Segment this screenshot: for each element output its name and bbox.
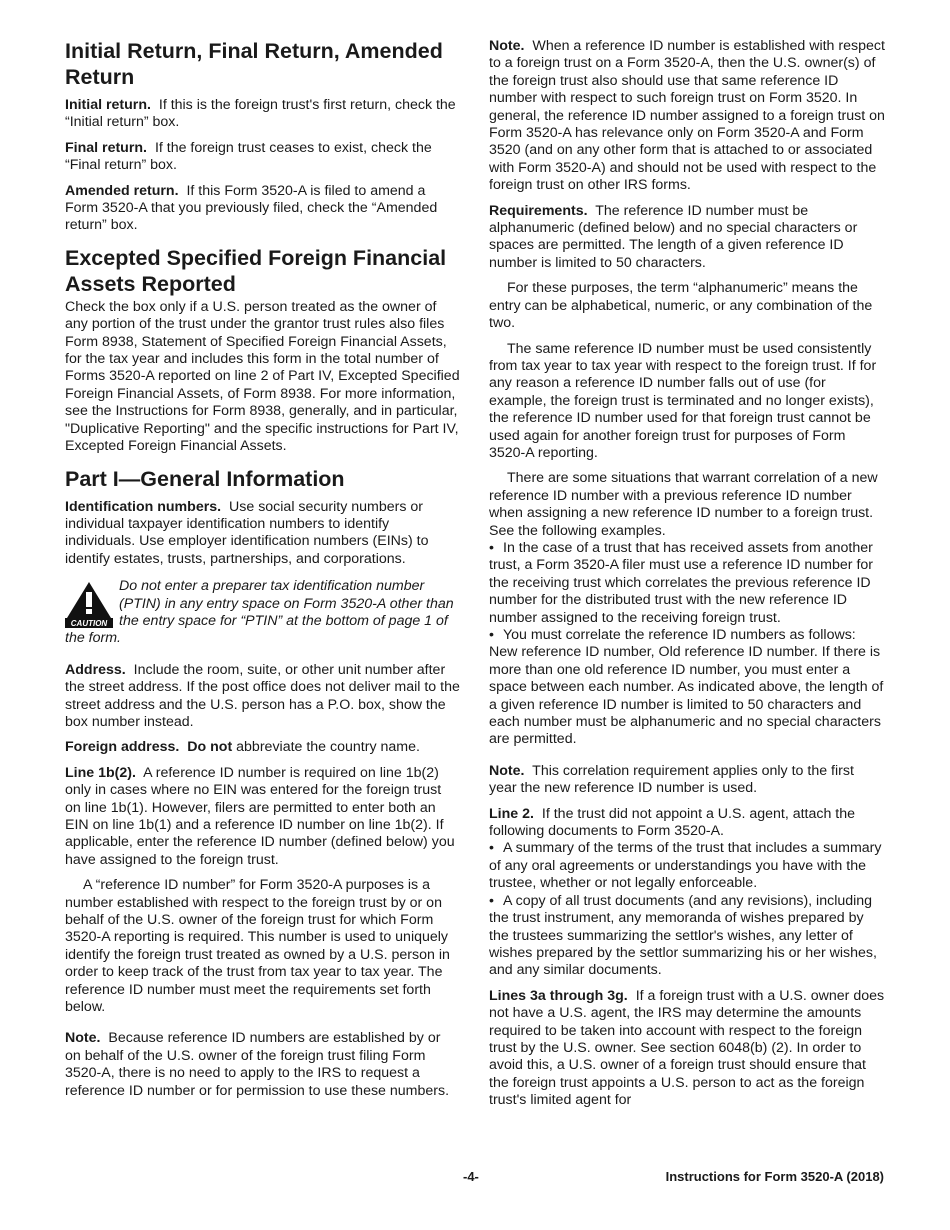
heading-part1: Part I—General Information	[65, 466, 345, 491]
text-amended-return: If this Form 3520-A is filed to amend a Form 3520-A that you previously filed, check the “Amended return” box.	[65, 182, 438, 234]
para-foreign-address	[65, 739, 460, 756]
list-item: • A summary of the terms of the trust that includes a summary of any oral agreements or understandings you have with the trustee, whether or not legally enforceable.	[489, 840, 882, 892]
list-item: • A copy of all trust documents (and any revisions), including the trust instrument, any memoranda of wishes prepared by the trustees summarizing the settlor's wishes, any letter of wishes prepared by the settlor summarizing his or her wishes, and any similar documents.	[489, 892, 877, 979]
text-note-2: When a reference ID number is established with respect to a foreign trust on a Form 3520-A, then the U.S. owner(s) of the foreign trust also should use that same reference ID number with respect to such foreign trust on Form 3520. In general, the reference ID number assigned to a foreign trust on Form 3520-A has relevance only on Form 3520-A and Form 3520 (and on any other form that is attached to or associated with Form 3520-A) and should not be used with respect to the foreign trust on other IRS forms.	[489, 38, 885, 194]
para-same-reference: The same reference ID number must be used consistently from tax year to tax year with respect to the foreign trust. If for any reason a reference ID number falls out of use (for example, the foreign trust is terminated and no longer exists), the reference ID number used for that foreign trust cannot be used again for another foreign trust for purposes of Form 3520-A reporting.	[489, 340, 877, 461]
bullet-text: A summary of the terms of the trust that includes a summary of any oral agreements or understandings you have with the trustee, whether or not legally enforceable.	[489, 840, 882, 892]
text-requirements: The reference ID number must be alphanumeric (defined below) and no special characters or spaces are permitted. The length of a given reference ID number is limited to 50 characters.	[489, 202, 858, 271]
lead-initial-return: Initial return.	[65, 97, 151, 113]
para-alphanumeric: For these purposes, the term “alphanumeric” means the entry can be alphabetical, numeric, or any combination of the two.	[489, 280, 873, 332]
caution-text: Do not enter a preparer tax identification number (PTIN) in any entry space on Form 3520-A other than the entry space for “PTIN” at the bottom of page 1 of the form.	[65, 578, 454, 647]
caution-note	[65, 578, 460, 648]
heading-initial-final-amended: Initial Return, Final Return, Amended Return	[65, 39, 443, 89]
lead-amended-return: Amended return.	[65, 182, 179, 199]
lead-requirements: Requirements.	[489, 202, 588, 219]
text-note-3: This correlation requirement applies only to the first year the new reference ID number is used.	[489, 762, 854, 797]
para-address	[65, 662, 460, 732]
lead-lines-3a-3g: Lines 3a through 3g.	[489, 987, 628, 1004]
text-identification-numbers: Use social security numbers or individual taxpayer identification numbers to identify individuals. Use employer identification numbers (EINs) to identify estates, trusts, partnerships, and corporations.	[65, 498, 429, 567]
bold-do-not: Do not	[187, 739, 233, 756]
text-address: Include the room, suite, or other unit number after the street address. If the post office does not deliver mail to the street address and the U.S. person has a P.O. box, show the box number instead.	[65, 661, 460, 730]
caution-icon	[65, 580, 113, 628]
para-reference-id: A “reference ID number” for Form 3520-A purposes is a number established with respect to the foreign trust by or on behalf of the U.S. owner of the foreign trust for which Form 3520-A reporting is required. This number is used to uniquely identify the foreign trust treated as owned by a U.S. person in order to keep track of the trust from tax year to tax year. The reference ID number must meet the requirements set forth below.	[65, 877, 450, 1016]
text-final-return: If the foreign trust ceases to exist, check the “Final return” box.	[65, 139, 432, 174]
para-line-1b2	[65, 765, 460, 869]
lead-note-2: Note.	[489, 38, 525, 54]
para-lines-3a-3g	[489, 988, 885, 1110]
left-column	[65, 38, 460, 1108]
lead-note-3: Note.	[489, 762, 525, 779]
lead-address: Address.	[65, 661, 126, 678]
text-line-2: If the trust did not appoint a U.S. agent, attach the following documents to Form 3520-A.	[489, 805, 856, 840]
para-note-3	[489, 763, 885, 798]
para-requirements	[489, 203, 885, 273]
bullet-text: In the case of a trust that has received assets from another trust, a Form 3520-A filer must use a reference ID number for the receiving trust which correlates the previous reference ID number for the distributed trust with the new reference ID number assigned to the receiving foreign trust.	[489, 539, 874, 626]
list-item: • In the case of a trust that has received assets from another trust, a Form 3520-A filer must use a reference ID number for the receiving trust which correlates the previous reference ID number for the distributed trust with the new reference ID number assigned to the receiving foreign trust.	[489, 539, 874, 626]
para-excepted-assets: Check the box only if a U.S. person treated as the owner of any portion of the trust under the grantor trust rules also files Form 8938, Statement of Specified Foreign Financial Assets, for the tax year and includes this form in the total number of Forms 3520-A reported on line 2 of Part IV, Excepted Specified Foreign Financial Assets, of Form 8938. For more information, see the Instructions for Form 8938, generally, and in particular, "Duplicative Reporting" and the specific instructions for Part IV, Excepted Foreign Financial Assets.	[65, 298, 460, 455]
para-situations: There are some situations that warrant correlation of a new reference ID number with a previous reference ID number when assigning a new reference ID number to a foreign trust. See the following examples.	[489, 470, 878, 539]
caution-label: CAUTION	[70, 619, 108, 629]
footer-title: Instructions for Form 3520-A (2018)	[665, 1169, 884, 1184]
text-note-1: Because reference ID numbers are established by or on behalf of the U.S. owner of the foreign trust filing Form 3520-A, there is no need to apply to the IRS to request a reference ID number or for permission to use these numbers.	[65, 1030, 450, 1099]
right-column	[489, 38, 885, 1118]
list-item: • You must correlate the reference ID numbers as follows: New reference ID number, Old reference ID number. If there is more than one old reference ID number, you must enter a space between each number. As indicated above, the length of a given reference ID number is limited to 50 characters and each number must be alphanumeric and no special characters are permitted.	[489, 627, 884, 748]
para-amended-return	[65, 183, 460, 235]
bullet-text: A copy of all trust documents (and any revisions), including the trust instrument, any memoranda of wishes prepared by the trustees summarizing the settlor's wishes, any letter of wishes prepared by the settlor summarizing his or her wishes, and any similar documents.	[489, 892, 877, 979]
lead-final-return: Final return.	[65, 139, 147, 156]
lead-line-1b2: Line 1b(2).	[65, 764, 136, 781]
lead-foreign-address: Foreign address.	[65, 739, 180, 756]
text-line-1b2: A reference ID number is required on line 1b(2) only in cases where no EIN was entered for the foreign trust on line 1b(1). However, filers are permitted to enter both an EIN on line 1b(1) and a reference ID number on line 1b(2). If applicable, enter the reference ID number (defined below) you have assigned to the foreign trust.	[65, 764, 455, 868]
lead-note-1: Note.	[65, 1030, 101, 1047]
para-line-2	[489, 806, 885, 841]
para-note-2	[489, 38, 885, 195]
text-foreign-address: abbreviate the country name.	[236, 739, 420, 756]
lead-identification-numbers: Identification numbers.	[65, 498, 222, 515]
heading-excepted-assets: Excepted Specified Foreign Financial Assets Reported	[65, 245, 447, 296]
para-note-1	[65, 1030, 460, 1100]
text-initial-return: If this is the foreign trust's first return, check the “Initial return” box.	[65, 97, 456, 131]
para-final-return	[65, 140, 460, 175]
para-initial-return	[65, 97, 460, 132]
bullet-list-2	[489, 840, 885, 979]
text-lines-3a-3g: If a foreign trust with a U.S. owner does not have a U.S. agent, the IRS may determine the amounts required to be taken into account with respect to the foreign trust by the U.S. owner. See section 6048(b) (2). In order to avoid this, a U.S. owner of a foreign trust should ensure that the foreign trust appoints a U.S. person to act as the foreign trust's limited agent for	[489, 987, 885, 1109]
bullet-list-1	[489, 540, 885, 749]
bullet-text: You must correlate the reference ID numbers as follows: New reference ID number, Old reference ID number. If there is more than one old reference ID number, you must enter a space between each number. As indicated above, the length of a given reference ID number is limited to 50 characters and each number must be alphanumeric and no special characters are permitted.	[489, 627, 884, 748]
lead-line-2: Line 2.	[489, 805, 534, 822]
para-identification-numbers	[65, 499, 460, 569]
page-number: -4-	[463, 1169, 479, 1184]
